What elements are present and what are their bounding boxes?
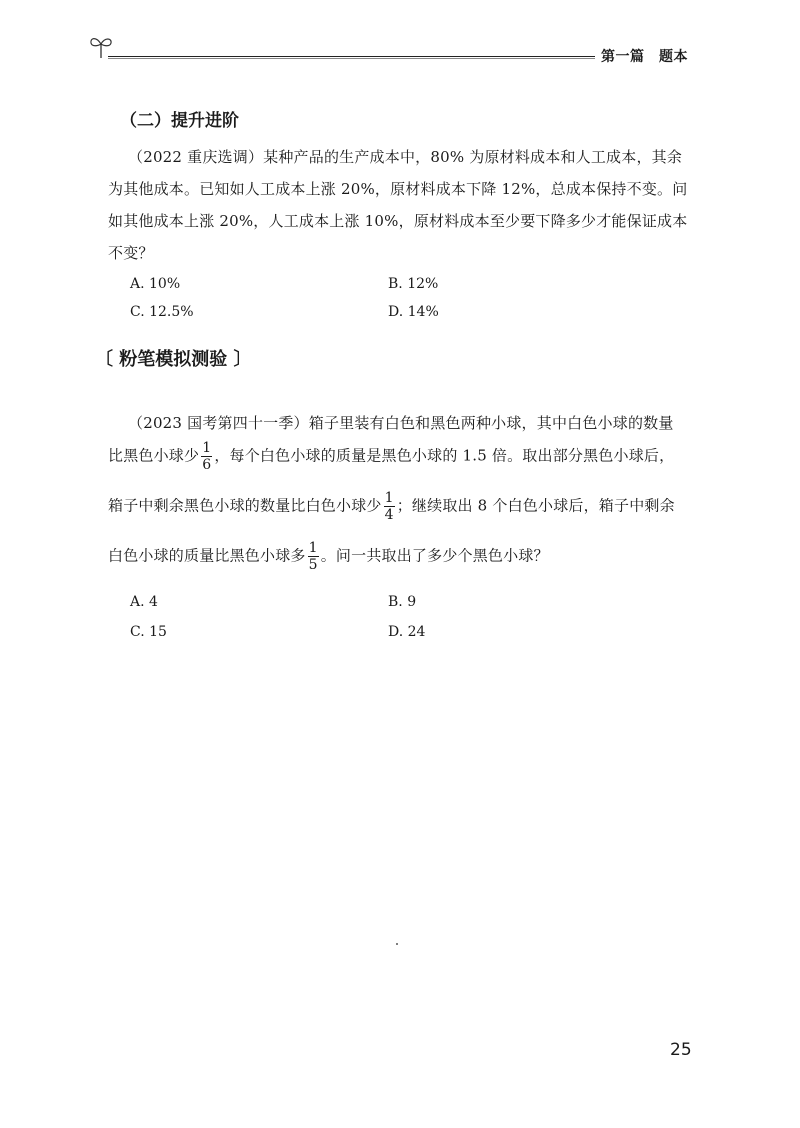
question-1-option-a: A. 10%: [130, 276, 181, 292]
fraction-numerator: 1: [384, 490, 394, 506]
question-2-option-c: C. 15: [130, 624, 167, 640]
header-rule-thin: [108, 58, 673, 59]
question-2-line-2-post: ，每个白色小球的质量是黑色小球的 1.5 倍。取出部分黑色小球后，: [214, 446, 675, 465]
print-speck: [396, 943, 398, 945]
question-1-line-4: 不变？: [108, 244, 154, 262]
fraction-numerator: 1: [202, 440, 212, 456]
fraction-denominator: 6: [202, 457, 212, 473]
fraction-denominator: 5: [308, 557, 318, 573]
fraction-one-sixth: [201, 440, 212, 473]
fraction-one-quarter: [384, 490, 395, 523]
question-2-line-2: [108, 440, 674, 473]
question-2-line-3-pre: 箱子中剩余黑色小球的数量比白色小球少: [108, 496, 382, 515]
question-2-option-b: B. 9: [388, 594, 417, 610]
fraction-numerator: 1: [308, 540, 318, 556]
header-title: 第一篇 题本: [595, 46, 688, 66]
question-2-line-4-pre: 白色小球的质量比黑色小球多: [108, 546, 306, 565]
question-1-line-1: （2022 重庆选调）某种产品的生产成本中，80% 为原材料成本和人工成本，其余: [128, 148, 683, 166]
question-2-line-3-post: ；继续取出 8 个白色小球后，箱子中剩余: [396, 496, 675, 515]
fraction-one-fifth: [308, 540, 319, 573]
question-2-line-4-post: 。问一共取出了多少个黑色小球？: [320, 546, 549, 565]
question-1-line-2: 为其他成本。已知如人工成本上涨 20%，原材料成本下降 12%，总成本保持不变。问: [108, 180, 688, 198]
question-1-option-c: C. 12.5%: [130, 304, 194, 320]
question-2-line-4: [108, 540, 549, 573]
page-number: 25: [670, 1040, 692, 1060]
question-2-line-3: [108, 490, 675, 523]
question-1-line-3: 如其他成本上涨 20%，人工成本上涨 10%，原材料成本至少要下降多少才能保证成本: [108, 212, 688, 230]
question-2-option-d: D. 24: [388, 624, 426, 640]
section-title: （二）提升进阶: [120, 111, 239, 131]
question-2-line-1: （2023 国考第四十一季）箱子里装有白色和黑色两种小球，其中白色小球的数量: [128, 414, 674, 432]
mock-test-title: 〔 粉笔模拟测验 〕: [95, 349, 252, 370]
question-2-line-2-pre: 比黑色小球少: [108, 446, 200, 465]
page-header: [88, 32, 688, 72]
question-1-option-b: B. 12%: [388, 276, 439, 292]
question-1-option-d: D. 14%: [388, 304, 439, 320]
fraction-denominator: 4: [384, 507, 394, 523]
header-rule: [108, 56, 673, 57]
question-2-option-a: A. 4: [130, 594, 158, 610]
